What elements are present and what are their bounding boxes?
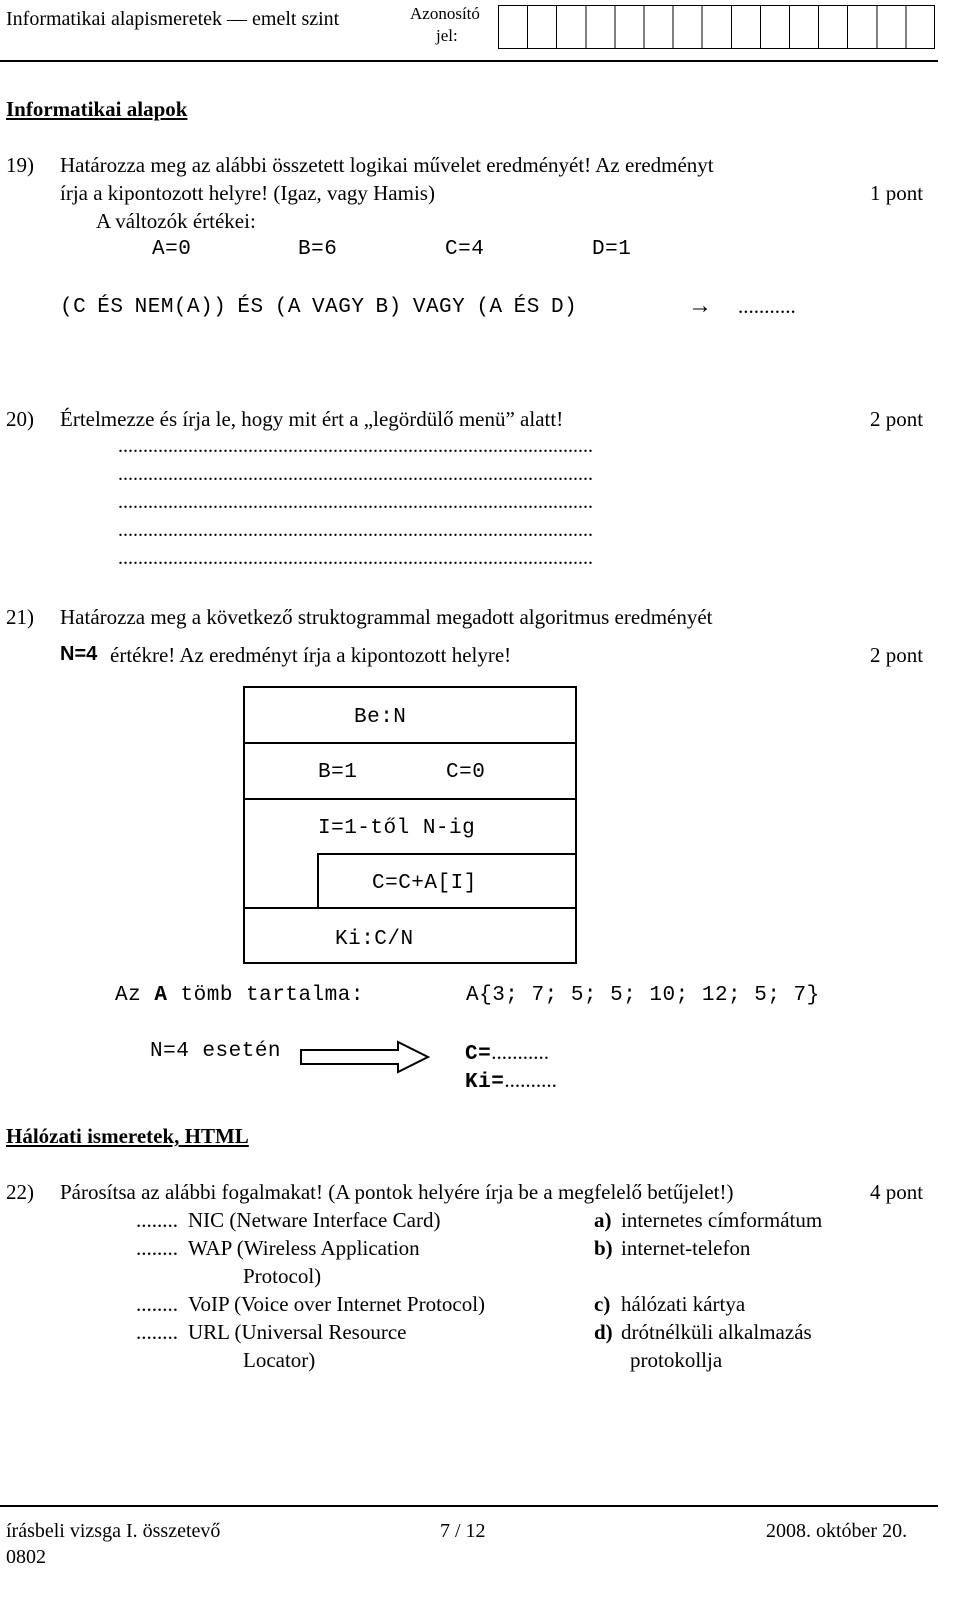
answer-line[interactable]: ...............................................................................................	[118, 547, 593, 569]
answer-line[interactable]: ...............................................................................................	[118, 463, 593, 485]
match-letter: d)	[594, 1320, 613, 1344]
match-blank[interactable]: ........	[136, 1208, 178, 1232]
question-number: 20)	[6, 407, 34, 431]
result-c[interactable]: C=...........	[465, 1040, 549, 1066]
variable-c: C=4	[445, 238, 485, 261]
struktogram-input: Be:N	[354, 706, 407, 729]
match-term-cont: Locator)	[243, 1348, 316, 1372]
question-number: 22)	[6, 1180, 34, 1204]
struktogram-init-b: B=1	[318, 761, 358, 784]
footer-page-number: 7 / 12	[440, 1520, 486, 1542]
struktogram-body: C=C+A[I]	[372, 872, 477, 895]
question-text-line2: írja a kipontozott helyre! (Igaz, vagy Hamis)	[60, 181, 435, 205]
points-label: 1 pont	[870, 181, 924, 205]
match-definition: drótnélküli alkalmazás	[621, 1320, 812, 1344]
footer-rule	[0, 1505, 938, 1507]
answer-line[interactable]: ...............................................................................................	[118, 435, 593, 457]
question-text-line1: Határozza meg a következő struktogrammal megadott algoritmus eredményét	[60, 605, 713, 629]
struktogram-loop: I=1-től N-ig	[318, 817, 476, 840]
match-term: VoIP (Voice over Internet Protocol)	[188, 1292, 486, 1316]
match-definition: hálózati kártya	[621, 1292, 746, 1316]
answer-line[interactable]: ...............................................................................................	[118, 491, 593, 513]
match-letter: a)	[594, 1208, 612, 1232]
match-definition-cont: protokollja	[630, 1348, 723, 1372]
footer-code: 0802	[6, 1546, 46, 1568]
variable-d: D=1	[592, 238, 632, 261]
id-label-line1: Azonosító	[410, 4, 480, 23]
question-text: Értelmezze és írja le, hogy mit ért a „legördülő menü” alatt!	[60, 407, 564, 431]
struktogram-init-c: C=0	[446, 761, 486, 784]
match-definition: internet-telefon	[621, 1236, 751, 1260]
footer-date: 2008. október 20.	[766, 1520, 908, 1542]
header-title: Informatikai alapismeretek — emelt szint	[6, 8, 340, 30]
case-label: N=4 esetén	[150, 1040, 282, 1063]
question-text: Párosítsa az alábbi fogalmakat! (A pontok helyére írja be a megfelelő betűjelet!)	[60, 1180, 734, 1204]
match-blank[interactable]: ........	[136, 1236, 178, 1260]
question-text-line2: értékre! Az eredményt írja a kipontozott helyre!	[110, 643, 512, 667]
points-label: 2 pont	[870, 643, 924, 667]
id-label-line2: jel:	[436, 26, 458, 45]
result-ki[interactable]: Ki=..........	[465, 1068, 557, 1094]
header-rule	[0, 60, 938, 62]
match-term-cont: Protocol)	[243, 1264, 322, 1288]
variable-a: A=0	[152, 238, 192, 261]
variables-label: A változók értékei:	[96, 209, 256, 233]
arrow-icon: →	[688, 293, 712, 319]
points-label: 2 pont	[870, 407, 924, 431]
match-blank[interactable]: ........	[136, 1292, 178, 1316]
struktogram-output: Ki:C/N	[335, 928, 414, 951]
variable-b: B=6	[298, 238, 338, 261]
answer-line[interactable]: ...............................................................................................	[118, 519, 593, 541]
footer-exam-label: írásbeli vizsga I. összetevő	[6, 1520, 221, 1542]
answer-blank[interactable]: ...........	[738, 294, 796, 318]
match-letter: c)	[594, 1292, 611, 1316]
match-term: NIC (Netware Interface Card)	[188, 1208, 441, 1232]
array-label: Az A tömb tartalma:	[115, 984, 364, 1007]
result-arrow-icon	[300, 1040, 430, 1074]
question-number: 19)	[6, 153, 34, 177]
section-title: Hálózati ismeretek, HTML	[6, 1124, 249, 1148]
match-blank[interactable]: ........	[136, 1320, 178, 1344]
section-title: Informatikai alapok	[6, 97, 188, 121]
match-definition: internetes címformátum	[621, 1208, 823, 1232]
match-letter: b)	[594, 1236, 613, 1260]
match-term: WAP (Wireless Application	[188, 1236, 420, 1260]
logic-expression: (C ÉS NEM(A)) ÉS (A VAGY B) VAGY (A ÉS D)	[60, 296, 578, 319]
match-term: URL (Universal Resource	[188, 1320, 407, 1344]
points-label: 4 pont	[870, 1180, 924, 1204]
n-value: N=4	[60, 643, 98, 665]
question-number: 21)	[6, 605, 34, 629]
id-box[interactable]	[498, 5, 935, 49]
array-values: A{3; 7; 5; 5; 10; 12; 5; 7}	[466, 984, 820, 1007]
question-text-line1: Határozza meg az alábbi összetett logikai művelet eredményét! Az eredményt	[60, 153, 714, 177]
